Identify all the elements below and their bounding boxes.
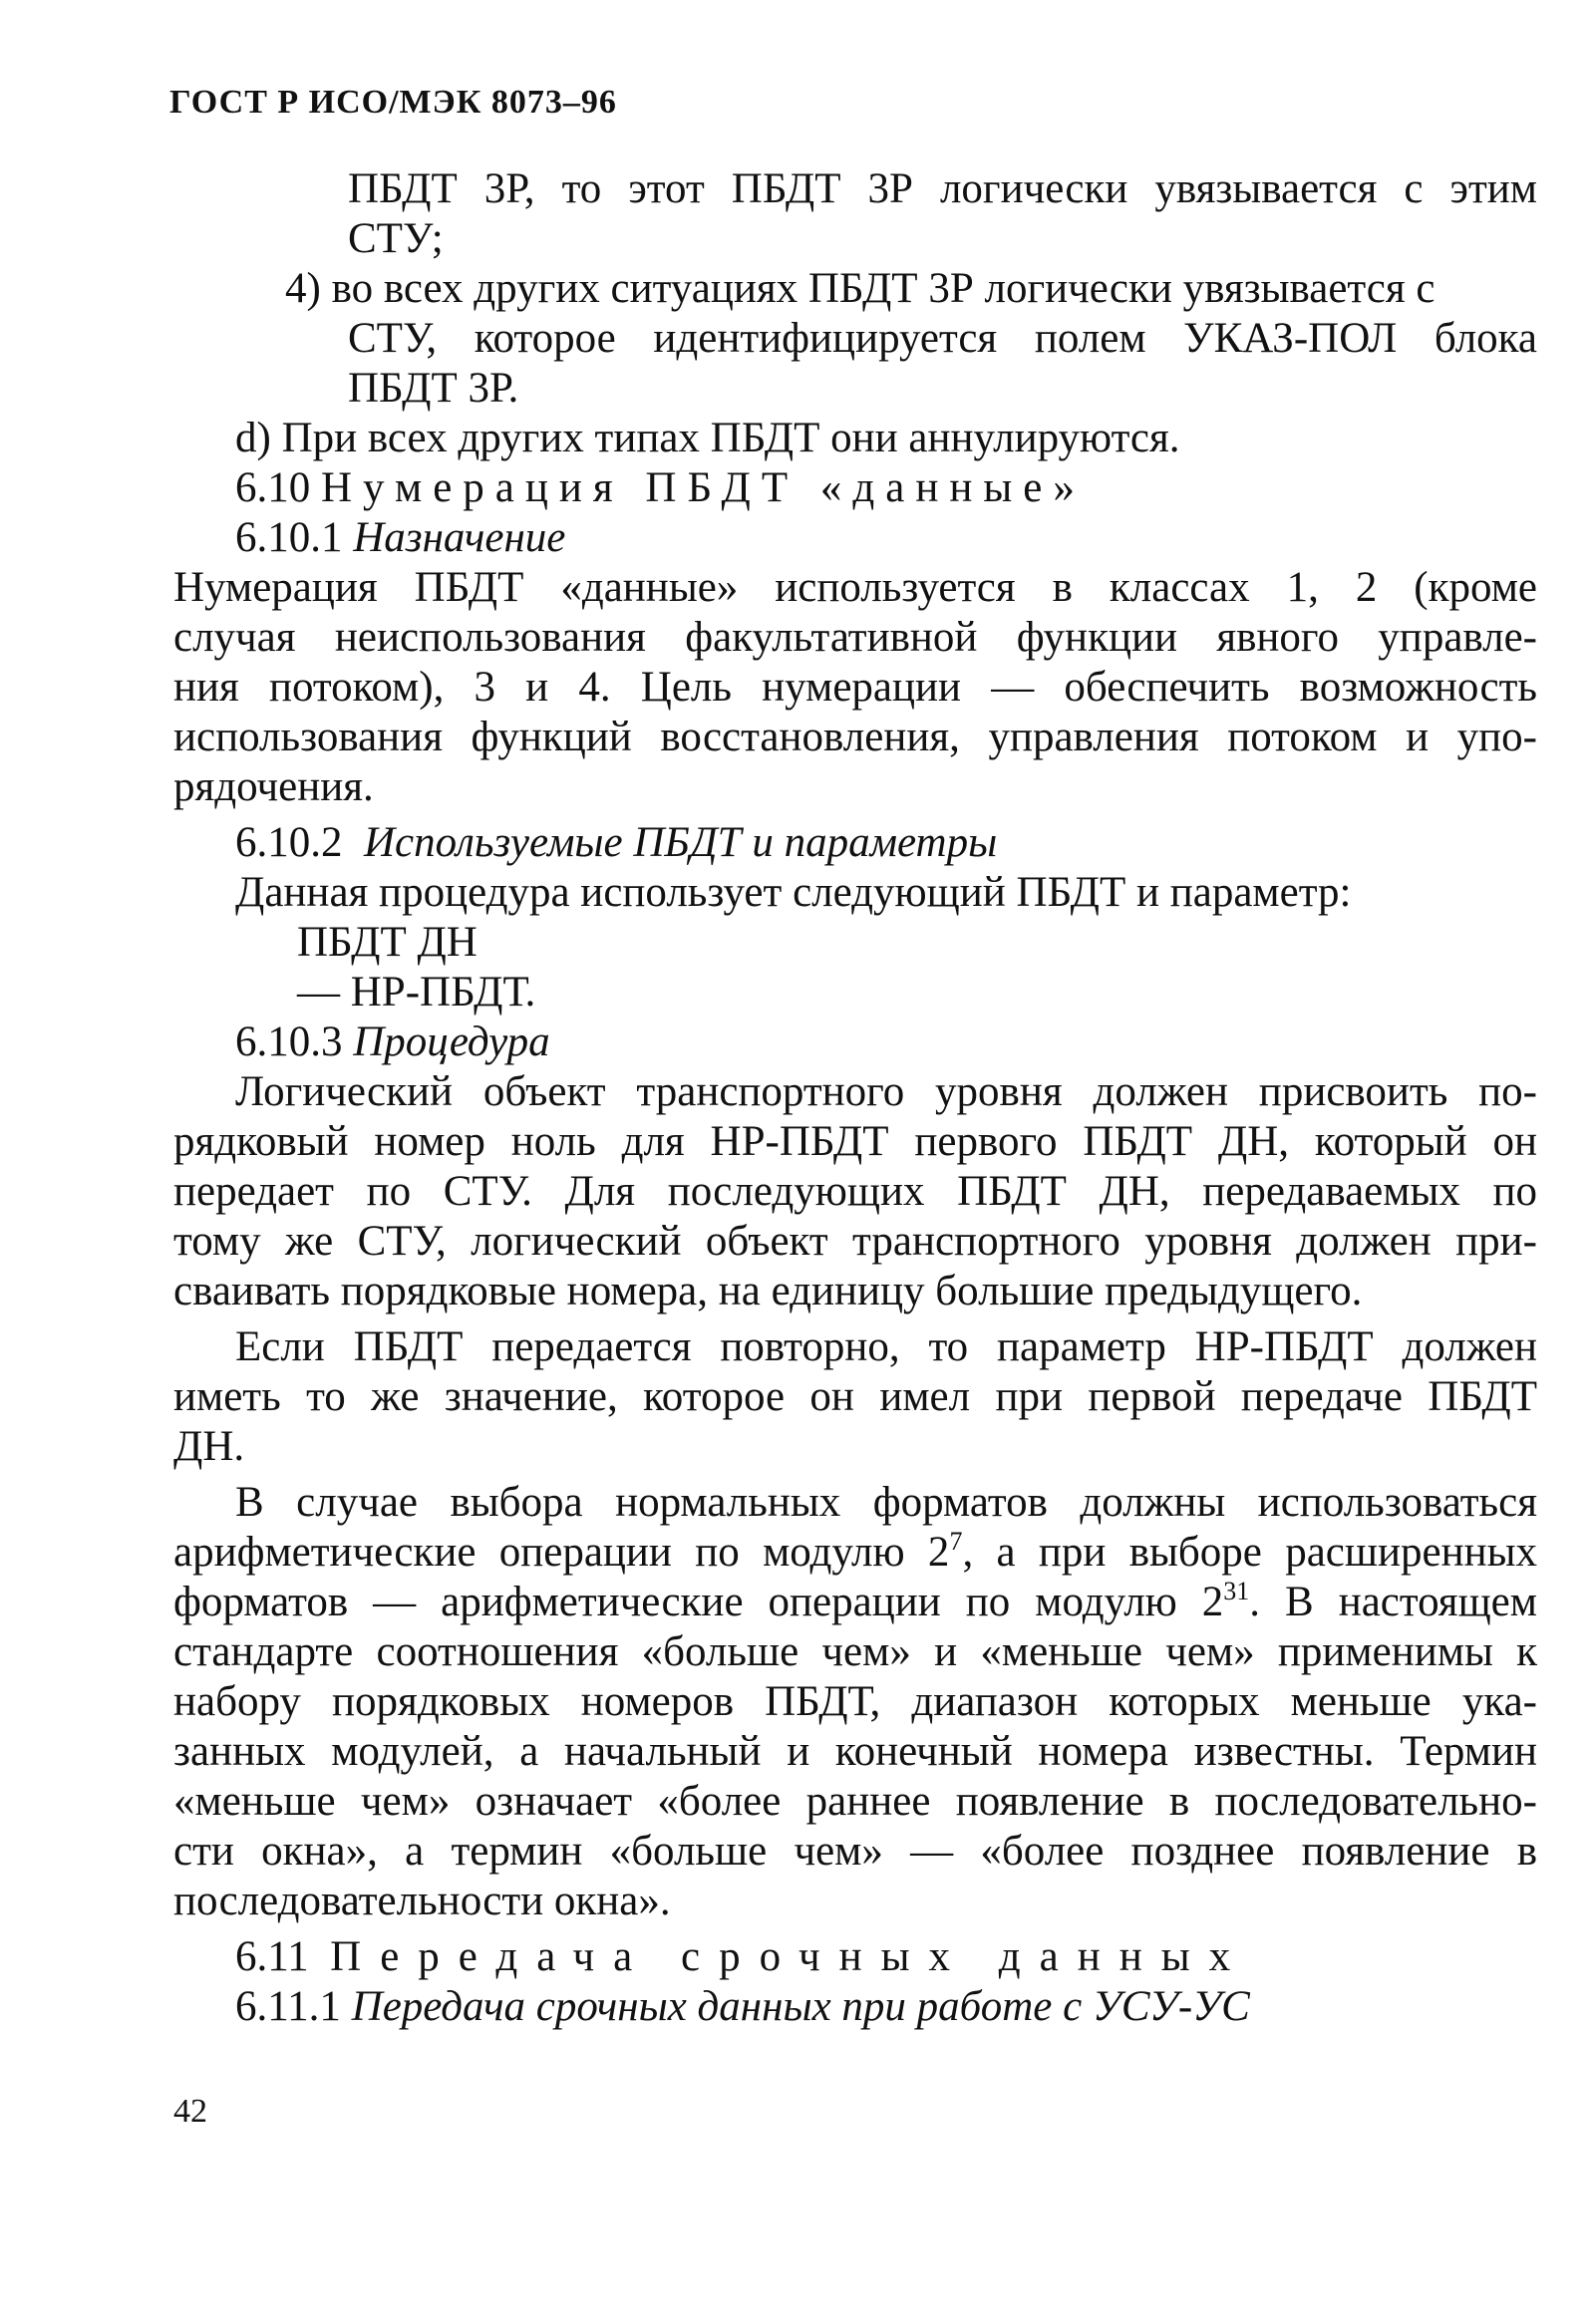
section-number: 6.10 bbox=[235, 464, 311, 511]
paragraph-line: тому же СТУ, логический объект транспортного уровня должен при- bbox=[173, 1218, 1537, 1265]
line-text: форматов — арифметические операции по модулю 2 bbox=[173, 1579, 1224, 1625]
paragraph-line bbox=[173, 1528, 1537, 1578]
text-line: СТУ, которое идентифицируется полем УКАЗ-ПОЛ блока bbox=[348, 315, 1537, 362]
running-header: ГОСТ Р ИСО/МЭК 8073–96 bbox=[169, 84, 617, 121]
section-heading-6-10 bbox=[173, 463, 1537, 513]
subsection-heading-6-10-3 bbox=[173, 1017, 1537, 1067]
section-title: Передача срочных данных bbox=[330, 1933, 1250, 1980]
paragraph-line: сваивать порядковые номера, на единицу большие предыдущего. bbox=[173, 1268, 1363, 1314]
section-title: Нумерация ПБДТ «данные» bbox=[321, 464, 1086, 511]
list-item-number: 4) bbox=[285, 265, 321, 312]
list-item-d: d) При всех других типах ПБДТ они аннулируются. bbox=[235, 415, 1180, 461]
exponent: 31 bbox=[1223, 1577, 1250, 1605]
paragraph-line: Нумерация ПБДТ «данные» используется в классах 1, 2 (кроме bbox=[173, 564, 1537, 611]
page-body bbox=[173, 164, 1537, 2032]
parameter-item: ПБДТ ДН bbox=[297, 919, 478, 966]
subsection-heading-6-10-1 bbox=[173, 513, 1537, 563]
paragraph-line: Данная процедура использует следующий ПБДТ и параметр: bbox=[235, 869, 1352, 916]
list-item-text: во всех других ситуациях ПБДТ 3Р логически увязывается с bbox=[331, 265, 1436, 312]
line-text: арифметические операции по модулю 2 bbox=[173, 1529, 950, 1576]
paragraph-line: Логический объект транспортного уровня должен присвоить по- bbox=[235, 1068, 1537, 1115]
list-item-4 bbox=[173, 264, 1537, 314]
section-title: Процедура bbox=[353, 1018, 550, 1065]
section-number: 6.10.3 bbox=[235, 1018, 343, 1065]
section-number: 6.10.2 bbox=[235, 819, 343, 866]
paragraph-line: ДН. bbox=[173, 1423, 245, 1470]
paragraph-line: «меньше чем» означает «более раннее появление в последовательно- bbox=[173, 1778, 1537, 1825]
paragraph-line: иметь то же значение, которое он имел при первой передаче ПБДТ bbox=[173, 1373, 1537, 1420]
paragraph-line: рядочения. bbox=[173, 763, 374, 810]
page-number: 42 bbox=[173, 2093, 207, 2130]
parameter-item: — НР-ПБДТ. bbox=[297, 969, 536, 1016]
text-line: СТУ; bbox=[348, 215, 444, 262]
section-heading-6-11 bbox=[173, 1932, 1537, 1982]
paragraph-line: последовательности окна». bbox=[173, 1878, 671, 1924]
text-line: ПБДТ 3Р. bbox=[348, 365, 519, 412]
section-title: Назначение bbox=[353, 514, 566, 561]
section-number: 6.10.1 bbox=[235, 514, 343, 561]
paragraph-line: сти окна», а термин «больше чем» — «более позднее появление в bbox=[173, 1828, 1537, 1875]
paragraph-line: рядковый номер ноль для НР-ПБДТ первого ПБДТ ДН, который он bbox=[173, 1118, 1537, 1165]
paragraph-line: передает по СТУ. Для последующих ПБДТ ДН, передаваемых по bbox=[173, 1168, 1537, 1215]
line-text: . В настоящем bbox=[1249, 1579, 1537, 1625]
paragraph-line: В случае выбора нормальных форматов должны использоваться bbox=[235, 1479, 1537, 1526]
text-line: ПБДТ 3Р, то этот ПБДТ 3Р логически увязывается с этим bbox=[348, 165, 1537, 212]
section-number: 6.11 bbox=[235, 1933, 309, 1980]
paragraph-line: занных модулей, а начальный и конечный номера известны. Термин bbox=[173, 1728, 1537, 1775]
paragraph-line: Если ПБДТ передается повторно, то параметр НР-ПБДТ должен bbox=[235, 1323, 1537, 1370]
line-text: , а при выборе расширенных bbox=[962, 1529, 1537, 1576]
section-number: 6.11.1 bbox=[235, 1983, 341, 2030]
paragraph-line bbox=[173, 1578, 1537, 1627]
exponent: 7 bbox=[949, 1527, 963, 1556]
paragraph-line: случая неиспользования факультативной функции явного управле- bbox=[173, 614, 1537, 661]
paragraph-line: использования функций восстановления, управления потоком и упо- bbox=[173, 714, 1537, 760]
subsection-heading-6-11-1 bbox=[173, 1982, 1537, 2032]
subsection-heading-6-10-2 bbox=[173, 818, 1537, 868]
section-title: Используемые ПБДТ и параметры bbox=[364, 819, 998, 866]
paragraph-line: ния потоком), 3 и 4. Цель нумерации — обеспечить возможность bbox=[173, 664, 1537, 711]
paragraph-line: стандарте соотношения «больше чем» и «меньше чем» применимы к bbox=[173, 1628, 1537, 1675]
paragraph-line: набору порядковых номеров ПБДТ, диапазон которых меньше ука- bbox=[173, 1678, 1537, 1725]
section-title: Передача срочных данных при работе с УСУ-УС bbox=[351, 1983, 1250, 2030]
